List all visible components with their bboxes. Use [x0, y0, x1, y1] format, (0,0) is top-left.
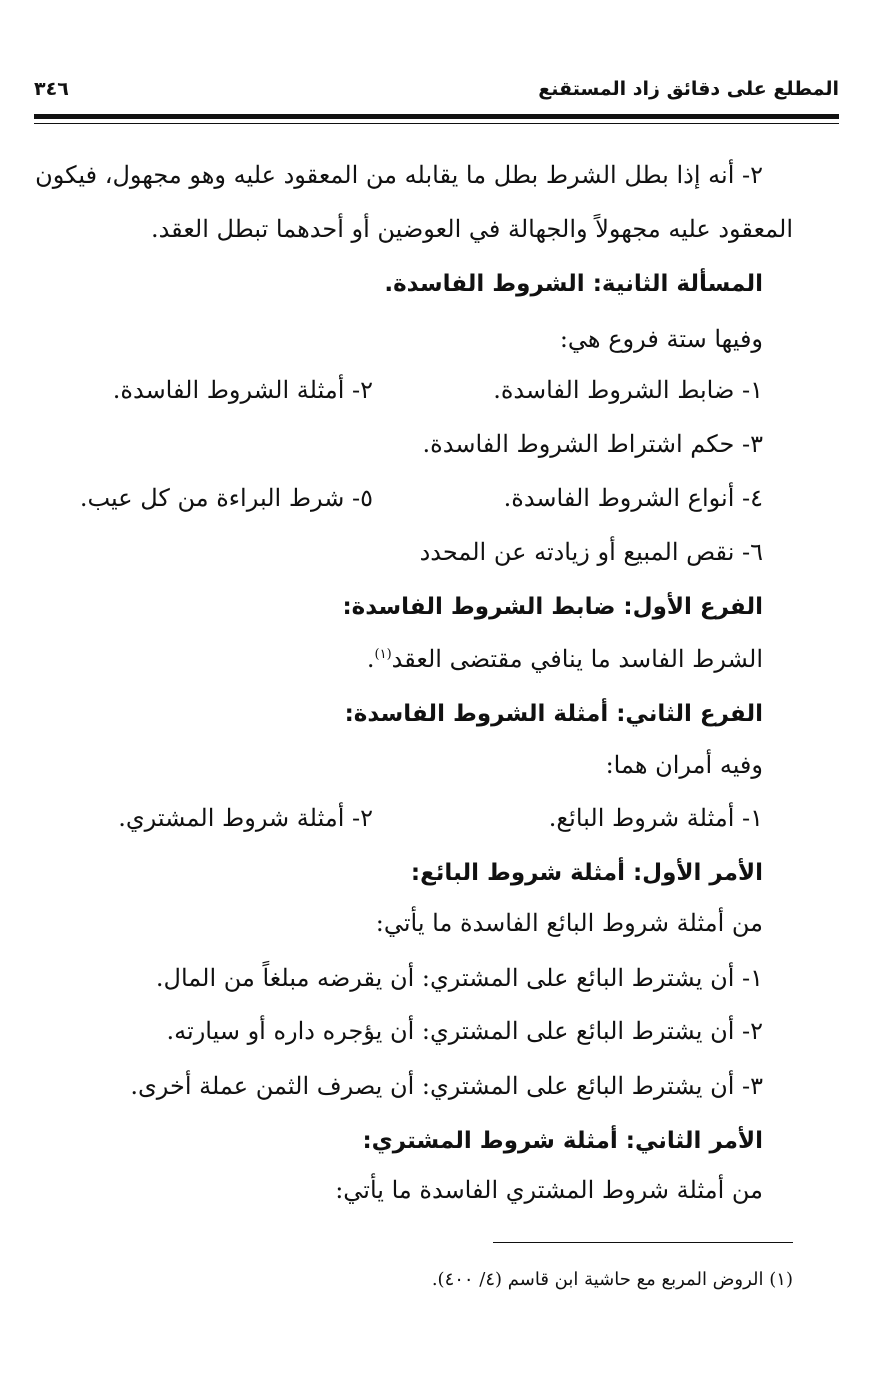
section-heading: الفرع الأول: ضابط الشروط الفاسدة:	[342, 594, 763, 620]
footnote-separator	[493, 1242, 793, 1243]
paragraph-line: من أمثلة شروط المشتري الفاسدة ما يأتي:	[335, 1176, 763, 1204]
paragraph-line: المعقود عليه مجهولاً والجهالة في العوضين أو أحدهما تبطل العقد.	[150, 215, 793, 243]
section-heading: الفرع الثاني: أمثلة الشروط الفاسدة:	[344, 701, 763, 727]
list-item: ٢- أن يشترط البائع على المشتري: أن يؤجره داره أو سيارته.	[166, 1017, 763, 1045]
section-heading: الأمر الثاني: أمثلة شروط المشتري:	[362, 1128, 763, 1154]
section-heading: الأمر الأول: أمثلة شروط البائع:	[410, 860, 763, 886]
list-item: ١- أمثلة شروط البائع.	[548, 804, 763, 832]
paragraph-line: وفيها ستة فروع هي:	[559, 325, 763, 353]
paragraph-text: الشرط الفاسد ما ينافي مقتضى العقد	[391, 645, 763, 673]
list-item: ٤- أنواع الشروط الفاسدة.	[503, 484, 763, 512]
list-item: ١- ضابط الشروط الفاسدة.	[493, 376, 763, 404]
paragraph-line: ٢- أنه إذا بطل الشرط بطل ما يقابله من المعقود عليه وهو مجهول، فيكون	[35, 161, 763, 189]
section-heading: المسألة الثانية: الشروط الفاسدة.	[384, 271, 763, 297]
list-item: ١- أن يشترط البائع على المشتري: أن يقرضه مبلغاً من المال.	[155, 964, 763, 992]
paragraph-line: وفيه أمران هما:	[605, 751, 763, 779]
list-item: ٣- حكم اشتراط الشروط الفاسدة.	[422, 430, 763, 458]
footnote: (١) الروض المربع مع حاشية ابن قاسم (٤/ ٤٠٠).	[431, 1269, 793, 1290]
list-item: ٥- شرط البراءة من كل عيب.	[79, 484, 373, 512]
footnote-ref: (١)	[374, 647, 392, 662]
header-rule-thin	[34, 123, 839, 124]
list-item: ٢- أمثلة الشروط الفاسدة.	[112, 376, 373, 404]
page-number: ٣٤٦	[34, 78, 69, 100]
list-item: ٣- أن يشترط البائع على المشتري: أن يصرف الثمن عملة أخرى.	[130, 1072, 763, 1100]
paragraph-end: .	[366, 645, 375, 673]
paragraph-line	[40, 642, 763, 676]
header-rule-thick	[34, 114, 839, 119]
running-header	[34, 78, 839, 112]
book-title: المطلع على دقائق زاد المستقنع	[538, 78, 839, 100]
list-item: ٦- نقص المبيع أو زيادته عن المحدد	[419, 538, 763, 566]
paragraph-line: من أمثلة شروط البائع الفاسدة ما يأتي:	[375, 909, 763, 937]
list-item: ٢- أمثلة شروط المشتري.	[118, 804, 373, 832]
list-row	[40, 801, 763, 835]
list-row	[40, 373, 763, 407]
list-row	[40, 481, 763, 515]
